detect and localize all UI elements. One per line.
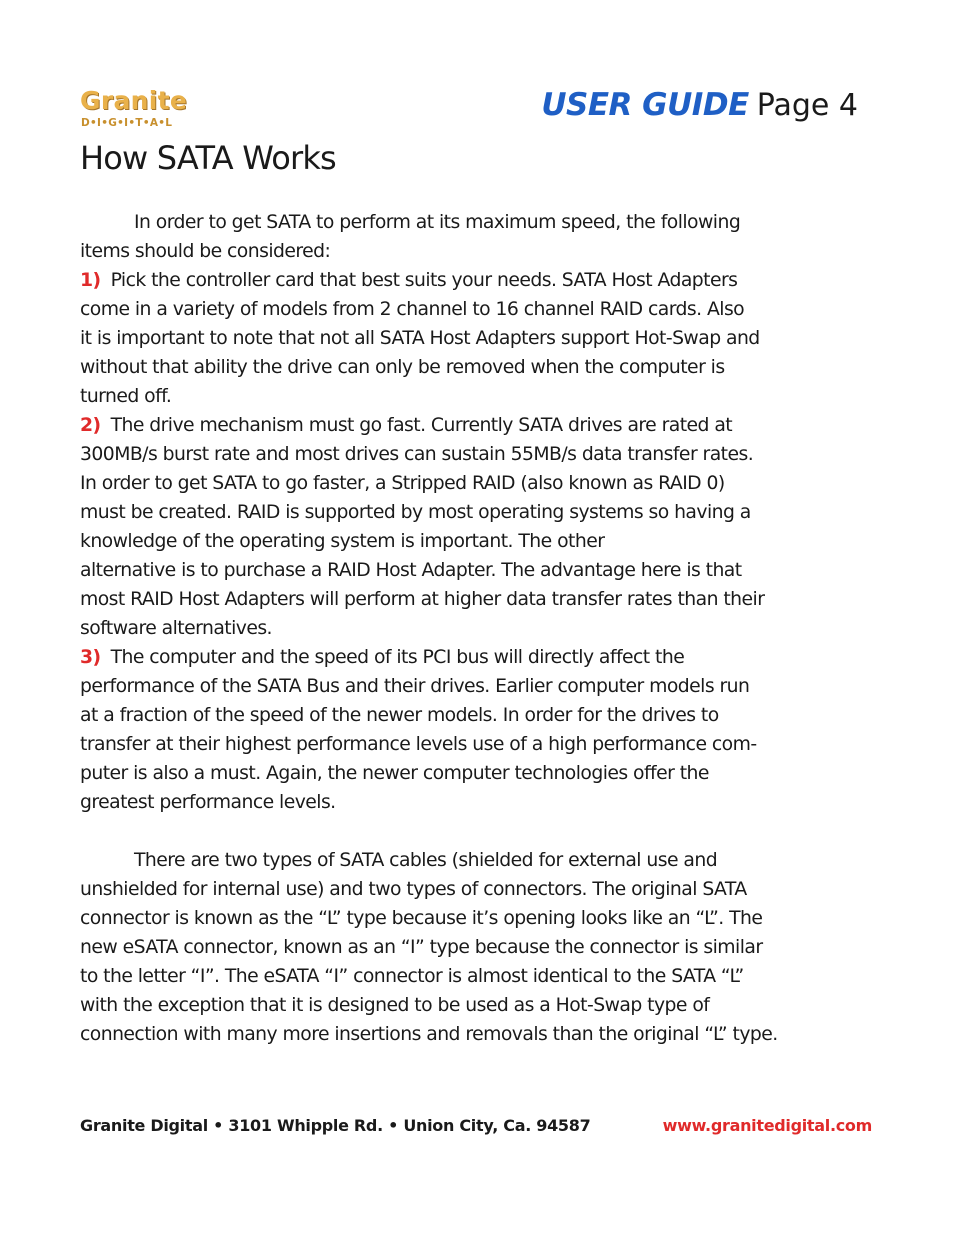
footer-address: Granite Digital • 3101 Whipple Rd. • Union City, Ca. 94587 xyxy=(80,1116,591,1135)
page-footer xyxy=(80,1112,880,1140)
item-2-line: must be created. RAID is supported by most operating systems so having a xyxy=(80,502,751,523)
logo-wordmark: Granite xyxy=(80,86,188,115)
item-1-line xyxy=(80,266,880,295)
item-1-line: it is important to note that not all SATA Host Adapters support Hot-Swap and xyxy=(80,328,760,349)
page-number: Page 4 xyxy=(756,88,858,123)
item-2-line: 300MB/s burst rate and most drives can sustain 55MB/s data transfer rates. xyxy=(80,444,754,465)
logo-subtitle: D•I•G•I•T•A•L xyxy=(81,117,173,129)
cables-line: connector is known as the “L” type because it’s opening looks like an “L”. The xyxy=(80,908,763,929)
item-2-line: knowledge of the operating system is important. The other xyxy=(80,531,605,552)
item-2-line: most RAID Host Adapters will perform at higher data transfer rates than their xyxy=(80,589,765,610)
cables-line: unshielded for internal use) and two types of connectors. The original SATA xyxy=(80,879,747,900)
cables-line: connection with many more insertions and removals than the original “L” type. xyxy=(80,1024,778,1045)
item-3-number: 3) xyxy=(80,647,101,668)
cables-line: to the letter “I”. The eSATA “I” connector is almost identical to the SATA “L” xyxy=(80,966,744,987)
document-body xyxy=(80,208,880,1049)
paragraph-spacer xyxy=(80,817,880,846)
item-2-line: In order to get SATA to go faster, a Stripped RAID (also known as RAID 0) xyxy=(80,473,725,494)
company-logo xyxy=(80,86,200,132)
item-1-text: Pick the controller card that best suits your needs. SATA Host Adapters xyxy=(110,270,738,291)
intro-line: items should be considered: xyxy=(80,241,331,262)
page-header xyxy=(541,84,858,131)
item-3-line: greatest performance levels. xyxy=(80,792,336,813)
item-1-number: 1) xyxy=(80,270,101,291)
item-2-line xyxy=(80,411,880,440)
page-title: How SATA Works xyxy=(80,139,336,177)
item-3-line: at a fraction of the speed of the newer models. In order for the drives to xyxy=(80,705,719,726)
item-2-text: The drive mechanism must go fast. Currently SATA drives are rated at xyxy=(110,415,733,436)
item-1-line: turned off. xyxy=(80,386,172,407)
item-3-line: transfer at their highest performance levels use of a high performance com- xyxy=(80,734,757,755)
item-3-line xyxy=(80,643,880,672)
item-1-line: come in a variety of models from 2 channel to 16 channel RAID cards. Also xyxy=(80,299,745,320)
item-2-line: software alternatives. xyxy=(80,618,272,639)
cables-line: There are two types of SATA cables (shielded for external use and xyxy=(134,850,718,871)
user-guide-label: USER GUIDE xyxy=(541,87,749,123)
item-1-line: without that ability the drive can only be removed when the computer is xyxy=(80,357,725,378)
item-3-line: puter is also a must. Again, the newer computer technologies offer the xyxy=(80,763,709,784)
cables-line: new eSATA connector, known as an “I” type because the connector is similar xyxy=(80,937,763,958)
intro-line: In order to get SATA to perform at its maximum speed, the following xyxy=(134,212,741,233)
footer-website-link[interactable]: www.granitedigital.com xyxy=(662,1116,872,1135)
item-3-line: performance of the SATA Bus and their drives. Earlier computer models run xyxy=(80,676,750,697)
cables-line: with the exception that it is designed to be used as a Hot-Swap type of xyxy=(80,995,710,1016)
item-2-number: 2) xyxy=(80,415,101,436)
item-3-text: The computer and the speed of its PCI bus will directly affect the xyxy=(110,647,685,668)
item-2-line: alternative is to purchase a RAID Host Adapter. The advantage here is that xyxy=(80,560,742,581)
